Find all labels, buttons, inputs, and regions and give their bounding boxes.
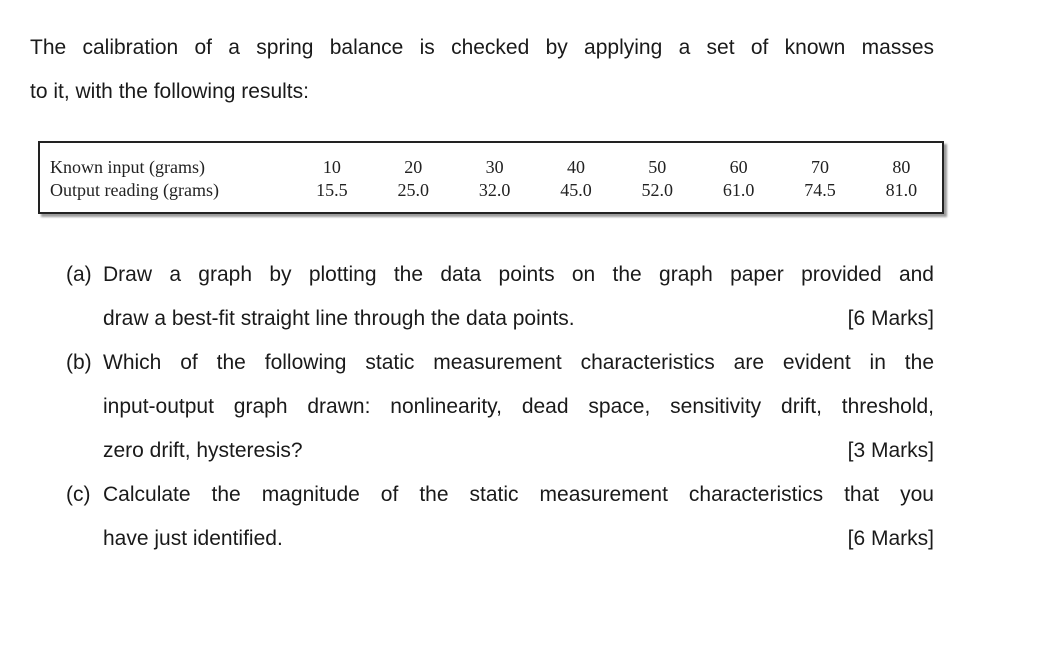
question-c-line-1	[66, 473, 934, 517]
question-b-marks: [3 Marks]	[847, 439, 934, 462]
question-b-text-1: Which of the following static measurement characteristics are evident in the	[103, 351, 934, 374]
question-list	[66, 253, 934, 561]
question-a-marks: [6 Marks]	[847, 307, 934, 330]
question-a-letter: (a)	[66, 263, 92, 286]
input-cell: 70	[810, 157, 829, 177]
question-b-line-3	[66, 429, 934, 473]
output-cell: 45.0	[560, 180, 592, 200]
row-label-known-input: Known input (grams)	[50, 157, 205, 177]
input-cell: 80	[892, 157, 911, 177]
question-c-letter: (c)	[66, 483, 91, 506]
question-a-line-2	[66, 297, 934, 341]
question-a-text-2: draw a best-fit straight line through the data points.	[103, 307, 575, 330]
question-b-text-2: input-output graph drawn: nonlinearity, dead space, sensitivity drift, threshold,	[103, 395, 934, 418]
question-c-line-2	[66, 517, 934, 561]
calibration-data-table	[38, 141, 944, 214]
question-a-text-1: Draw a graph by plotting the data points on the graph paper provided and	[103, 263, 934, 286]
input-cell: 20	[404, 157, 423, 177]
question-c-text-1: Calculate the magnitude of the static measurement characteristics that you	[103, 483, 934, 506]
question-a-line-1	[66, 253, 934, 297]
output-cell: 32.0	[478, 180, 511, 200]
question-b-line-2	[66, 385, 934, 429]
output-cell: 74.5	[804, 180, 836, 200]
question-c-text-2: have just identified.	[103, 527, 283, 550]
output-cell: 25.0	[397, 180, 429, 200]
question-b-text-3: zero drift, hysteresis?	[103, 439, 303, 462]
output-cell: 61.0	[722, 180, 755, 200]
intro-line-2: to it, with the following results:	[30, 80, 309, 103]
intro-line-1: The calibration of a spring balance is checked by applying a set of known masses	[30, 36, 934, 59]
question-b-letter: (b)	[66, 351, 92, 374]
known-input-row	[50, 156, 942, 179]
input-cell: 60	[729, 157, 748, 177]
row-label-output-reading: Output reading (grams)	[50, 180, 219, 200]
input-cell: 40	[566, 157, 585, 177]
question-c-marks: [6 Marks]	[847, 527, 934, 550]
question-b-line-1	[66, 341, 934, 385]
output-cell: 81.0	[885, 180, 918, 200]
calibration-table	[50, 156, 942, 202]
input-cell: 30	[485, 157, 504, 177]
output-reading-row	[50, 179, 942, 202]
input-cell: 50	[648, 157, 667, 177]
output-cell: 15.5	[316, 180, 348, 200]
intro-paragraph	[30, 26, 934, 114]
output-cell: 52.0	[641, 180, 674, 200]
input-cell: 10	[322, 157, 341, 177]
